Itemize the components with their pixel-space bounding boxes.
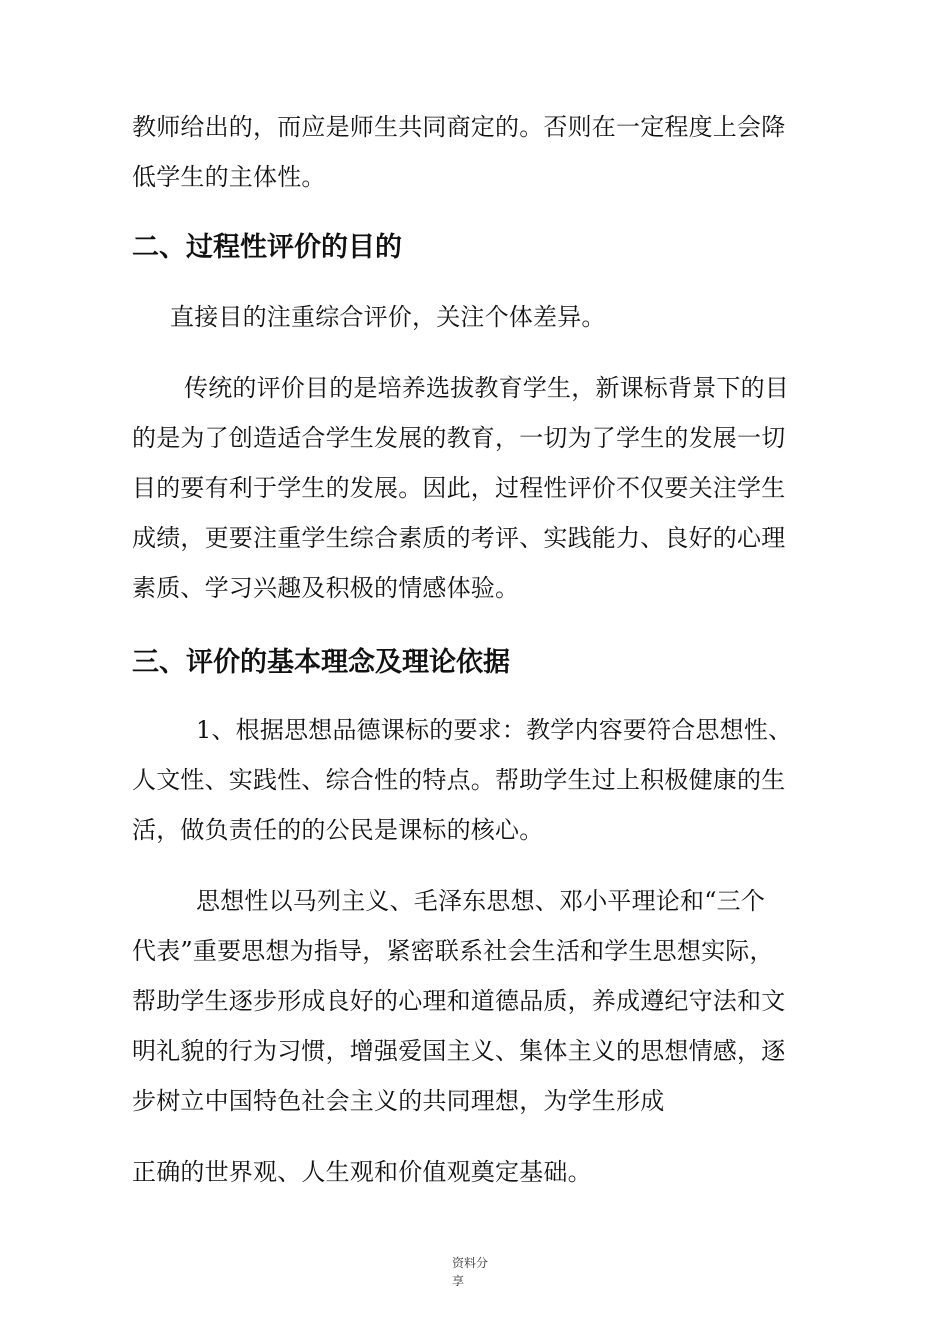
text-line: 的是为了创造适合学生发展的教育，一切为了学生的发展一切 xyxy=(132,424,786,452)
text-line: 素质、学习兴趣及积极的情感体验。 xyxy=(132,574,520,602)
text-line: 正确的世界观、人生观和价值观奠定基础。 xyxy=(132,1158,592,1186)
text-line: 步树立中国特色社会主义的共同理想，为学生形成 xyxy=(132,1087,665,1115)
paragraph-direct-purpose xyxy=(170,292,860,342)
text-line: 帮助学生逐步形成良好的心理和道德品质，养成遵纪守法和文 xyxy=(132,987,786,1015)
section-heading-2: 二、过程性评价的目的 xyxy=(132,232,402,263)
text-line: 教师给出的，而应是师生共同商定的。否则在一定程度上会降 xyxy=(132,113,786,141)
text-line: 目的要有利于学生的发展。因此，过程性评价不仅要关注学生 xyxy=(132,474,786,502)
paragraph-traditional-purpose xyxy=(132,363,822,613)
text-line: 1、根据思想品德课标的要求：教学内容要符合思想性、 xyxy=(196,716,793,744)
paragraph-curriculum-standard xyxy=(132,705,822,855)
paragraph-worldview xyxy=(132,1147,822,1197)
text-line: 代表”重要思想为指导，紧密联系社会生活和学生思想实际， xyxy=(132,937,774,965)
text-line: 明礼貌的行为习惯，增强爱国主义、集体主义的思想情感，逐 xyxy=(132,1037,786,1065)
text-line: 直接目的注重综合评价，关注个体差异。 xyxy=(170,303,606,331)
footer-line: 资料分 xyxy=(452,1256,489,1270)
page-footer xyxy=(452,1254,502,1290)
paragraph-intro xyxy=(132,102,822,202)
text-line: 低学生的主体性。 xyxy=(132,163,326,191)
paragraph-ideology xyxy=(132,876,822,1126)
footer-line: 享 xyxy=(452,1274,465,1288)
text-line: 成绩，更要注重学生综合素质的考评、实践能力、良好的心理 xyxy=(132,524,786,552)
text-line: 思想性以马列主义、毛泽东思想、邓小平理论和“三个 xyxy=(196,887,766,915)
text-line: 活，做负责任的的公民是课标的核心。 xyxy=(132,816,544,844)
section-heading-3: 三、评价的基本理念及理论依据 xyxy=(132,647,510,678)
text-line: 传统的评价目的是培养选拔教育学生，新课标背景下的目 xyxy=(184,374,789,402)
text-line: 人文性、实践性、综合性的特点。帮助学生过上积极健康的生 xyxy=(132,766,786,794)
